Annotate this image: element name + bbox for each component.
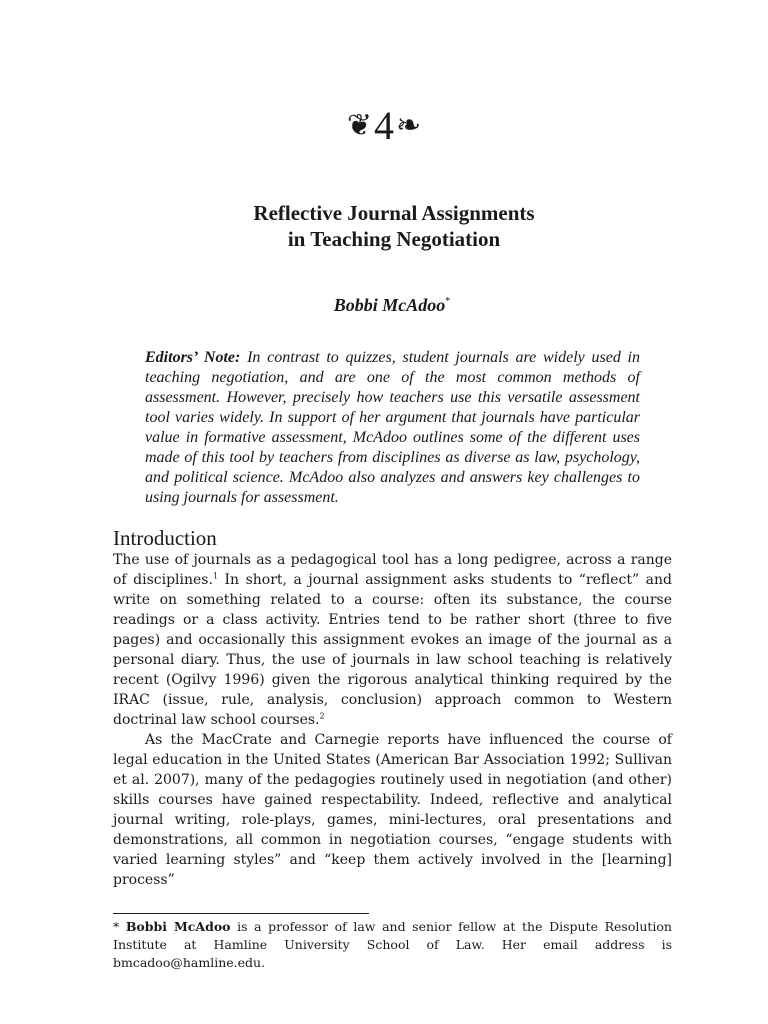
body-text xyxy=(113,550,672,890)
paragraph-2: As the MacCrate and Carnegie reports have influenced the course of legal education in the United States (American Bar Association 1992; Sullivan et al. 2007), many of the pedagogies routinely used in negotiation (and other) skills courses have gained respectability. Indeed, reflective and analytical journal writing, role-plays, games, mini-lectures, oral presentations and demonstrations, all common in negotiation courses, “engage students with varied learning styles” and “keep them actively involved in the [learning] process” xyxy=(113,732,672,888)
section-heading: Introduction xyxy=(113,526,217,550)
editors-note-text: In contrast to quizzes, student journals are widely used in teaching negotiation, and are one of the most common methods of assessment. However, precisely how teachers use this versatile assessment tool varies widely. In support of her argument that journals have particular value in formative assessment, McAdoo outlines some of the different uses made of this tool by teachers from disciplines as diverse as law, psychology, and political science. McAdoo also analyzes and answers key challenges to using journals for assessment. xyxy=(145,349,641,506)
chapter-number-value: 4 xyxy=(374,103,394,148)
footnote-author-name: Bobbi McAdoo xyxy=(125,919,231,934)
paragraph-1 xyxy=(113,550,672,730)
footnote-text: is a professor of law and senior fellow at the Dispute Resolution Institute at Hamline University School of Law. Her email address is bmcadoo@hamline.edu. xyxy=(113,919,672,970)
author-byline xyxy=(0,290,768,317)
chapter-title xyxy=(0,200,768,252)
ornament-right-icon: ❧ xyxy=(396,109,422,142)
author-name: Bobbi McAdoo xyxy=(333,295,446,315)
chapter-title-line-1: Reflective Journal Assignments xyxy=(253,201,535,225)
footnote xyxy=(113,918,672,972)
chapter-number xyxy=(0,104,768,148)
paragraph-1-part-b: In short, a journal assignment asks students to “reflect” and write on something related to a course: often its substance, the course readings or a class activity. Entries tend to be rather short (three to five pages) and occasionally this assignment evokes an image of the journal as a personal diary. Thus, the use of journals in law school teaching is relatively recent (Ogilvy 1996) given the rigorous analytical thinking required by the IRAC (issue, rule, analysis, conclusion) approach common to Western doctrinal law school courses. xyxy=(113,572,672,728)
footnote-ref-2: 2 xyxy=(319,711,325,721)
editors-note-lead: Editors’ Note: xyxy=(145,349,241,366)
editors-note xyxy=(145,348,640,508)
ornament-left-icon: ❦ xyxy=(346,109,372,142)
footnote-divider xyxy=(113,913,369,914)
footnote-ref-1: 1 xyxy=(212,571,219,581)
chapter-title-line-2: in Teaching Negotiation xyxy=(287,227,501,251)
author-footnote-marker: * xyxy=(445,296,451,307)
footnote-marker: * xyxy=(113,919,120,934)
paragraph-1-part-a: The use of journals as a pedagogical tool has a long pedigree, across a range of disciplines. xyxy=(113,552,672,588)
